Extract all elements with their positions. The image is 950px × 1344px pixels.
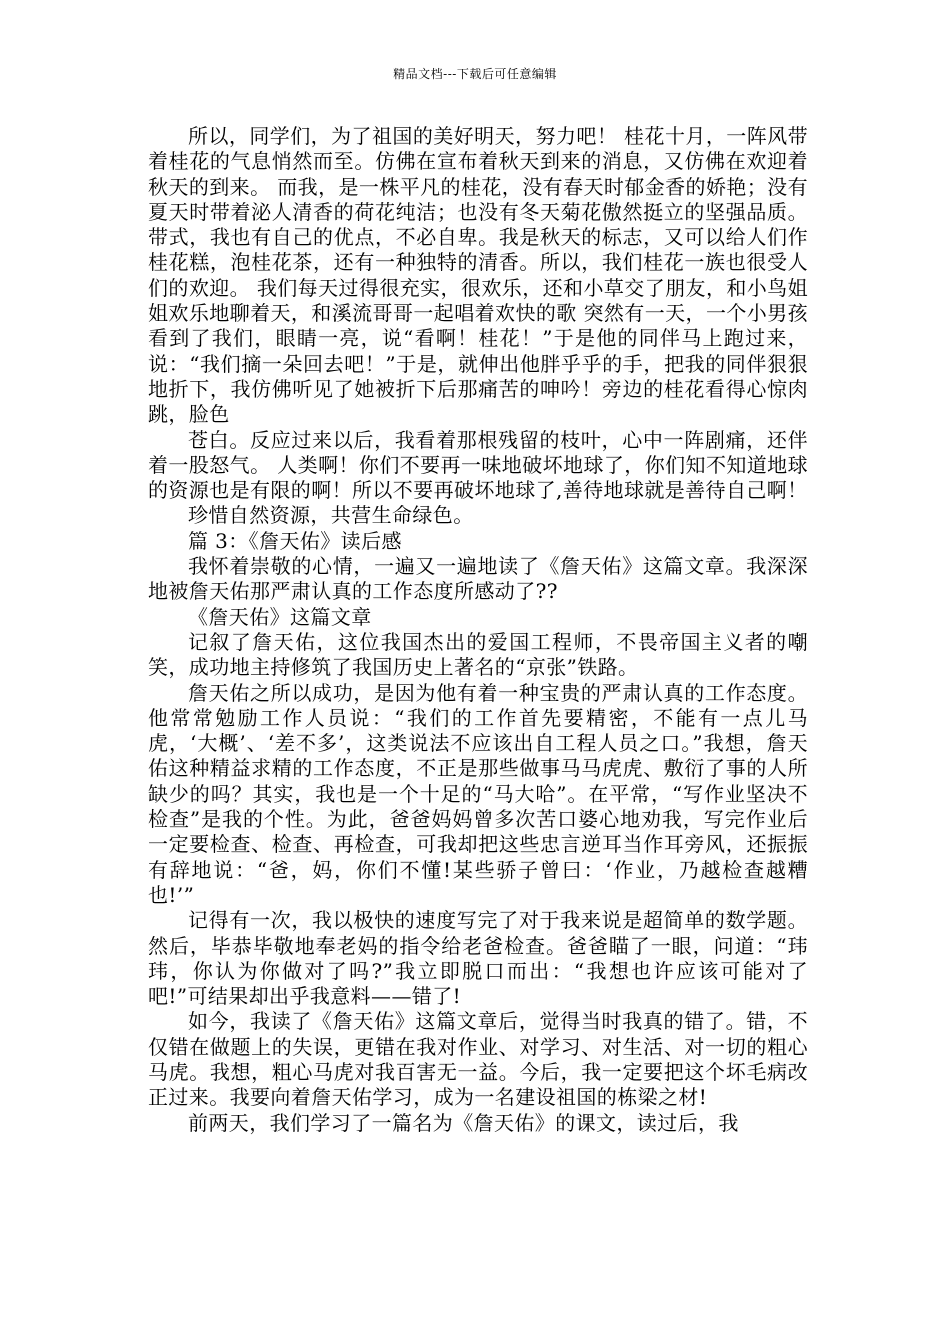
paragraph-3: 珍惜自然资源，共营生命绿色。	[188, 503, 474, 528]
paragraph-6: 记叙了詹天佑，这位我国杰出的爱国工程师，不畏帝国主义者的嘲笑，成功地主持修筑了我国历史上著名的“京张”铁路。	[148, 629, 808, 680]
paragraph-9: 如今，我读了《詹天佑》这篇文章后，觉得当时我真的错了。错，不仅错在做题上的失误，更错在我对作业、对学习、对生活、对一切的粗心马虎。我想，粗心马虎对我百害无一益。今后，我一定要把这个坏毛病改正过来。我要向着詹天佑学习，成为一名建设祖国的栋梁之材!	[148, 1009, 808, 1110]
paragraph-1: 所以，同学们，为了祖国的美好明天，努力吧！ 桂花十月，一阵风带着桂花的气息悄然而至。仿佛在宣布着秋天到来的消息，又仿佛在欢迎着秋天的到来。 而我，是一株平凡的桂花，没有春天时郁金香的娇艳；没有夏天时带着泌人清香的荷花纯洁；也没有冬天菊花傲然挺立的坚强品质。带式，我也有自己的优点，不必自卑。我是秋天的标志，又可以给人们作桂花糕，泡桂花茶，还有一种独特的清香。所以，我们桂花一族也很受人们的欢迎。 我们每天过得很充实，很欢乐，还和小草交了朋友，和小鸟姐姐欢乐地聊着天，和溪流哥哥一起唱着欢快的歌 突然有一天，一个小男孩看到了我们，眼睛一亮，说“看啊！桂花！”于是他的同伴马上跑过来，说：“我们摘一朵回去吧！”于是，就伸出他胖乎乎的手，把我的同伴狠狠地折下，我仿佛听见了她被折下后那痛苦的呻吟！旁边的桂花看得心惊肉跳，脸色	[148, 124, 808, 427]
paragraph-8: 记得有一次，我以极快的速度写完了对于我来说是超简单的数学题。然后，毕恭毕敬地奉老妈的指令给老爸检查。爸爸瞄了一眼，问道：“玮玮，你认为你做对了吗?”我立即脱口而出：“我想也许应该可能对了吧!”可结果却出乎我意料——错了!	[148, 908, 808, 1009]
paragraph-4: 我怀着崇敬的心情，一遍又一遍地读了《詹天佑》这篇文章。我深深地被詹天佑那严肃认真的工作态度所感动了??	[148, 554, 808, 604]
page-header: 精品文档---下载后可任意编辑	[393, 67, 557, 81]
paragraph-7: 詹天佑之所以成功，是因为他有着一种宝贵的严肃认真的工作态度。他常常勉励工作人员说：“我们的工作首先要精密，不能有一点儿马虎，‘大概’、‘差不多’，这类说法不应该出自工程人员之口。”我想，詹天佑这种精益求精的工作态度，不正是那些做事马马虎虎、敷衍了事的人所缺少的吗？其实，我也是一个十足的“马大哈”。在平常，“写作业坚决不检查”是我的个性。为此，爸爸妈妈曾多次苦口婆心地劝我，写完作业后一定要检查、检查、再检查，可我却把这些忠言逆耳当作耳旁风，还振振有辞地说：“爸，妈，你们不懂!某些骄子曾曰：‘作业，乃越检查越糟也!’”	[148, 680, 808, 907]
paragraph-2: 苍白。反应过来以后，我看着那根残留的枝叶，心中一阵剧痛，还伴着一股怒气。 人类啊！你们不要再一味地破坏地球了，你们知不知道地球的资源也是有限的啊！所以不要再破坏地球了,善待地球就是善待自己啊！	[148, 427, 808, 503]
document-body	[148, 124, 808, 1136]
paragraph-10: 前两天，我们学习了一篇名为《詹天佑》的课文，读过后，我	[188, 1110, 739, 1135]
paragraph-5: 《詹天佑》这篇文章	[188, 604, 372, 629]
section-heading: 篇 3：《詹天佑》读后感	[188, 528, 402, 553]
